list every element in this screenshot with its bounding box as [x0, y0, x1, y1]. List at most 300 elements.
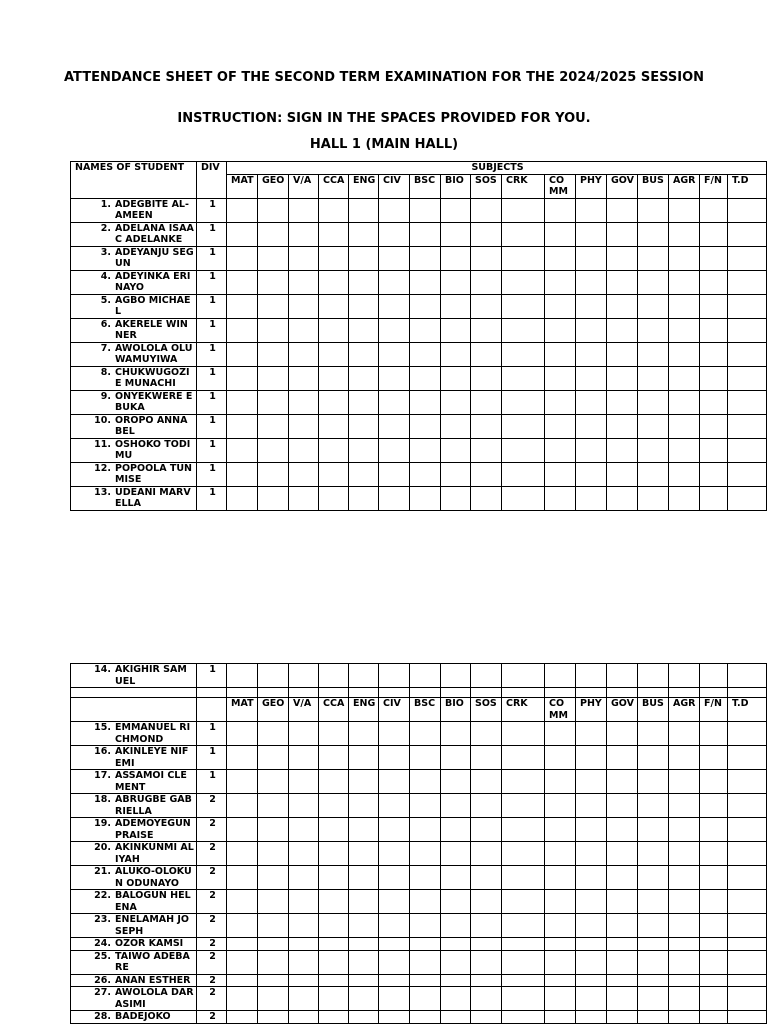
- signature-cell[interactable]: [441, 246, 471, 270]
- signature-cell[interactable]: [319, 222, 349, 246]
- signature-cell[interactable]: [289, 246, 319, 270]
- signature-cell[interactable]: [258, 342, 289, 366]
- signature-cell[interactable]: [576, 794, 607, 818]
- signature-cell[interactable]: [545, 462, 576, 486]
- signature-cell[interactable]: [349, 438, 379, 462]
- signature-cell[interactable]: [545, 270, 576, 294]
- signature-cell[interactable]: [258, 486, 289, 510]
- signature-cell[interactable]: [441, 1011, 471, 1024]
- signature-cell[interactable]: [227, 222, 258, 246]
- signature-cell[interactable]: [289, 890, 319, 914]
- signature-cell[interactable]: [545, 318, 576, 342]
- signature-cell[interactable]: [227, 1011, 258, 1024]
- signature-cell[interactable]: [700, 390, 728, 414]
- signature-cell[interactable]: [319, 664, 349, 688]
- signature-cell[interactable]: [502, 294, 545, 318]
- signature-cell[interactable]: [669, 914, 700, 938]
- signature-cell[interactable]: [545, 414, 576, 438]
- signature-cell[interactable]: [410, 770, 441, 794]
- signature-cell[interactable]: [349, 770, 379, 794]
- signature-cell[interactable]: [349, 987, 379, 1011]
- signature-cell[interactable]: [669, 486, 700, 510]
- signature-cell[interactable]: [576, 770, 607, 794]
- signature-cell[interactable]: [258, 770, 289, 794]
- signature-cell[interactable]: [471, 462, 502, 486]
- signature-cell[interactable]: [545, 438, 576, 462]
- signature-cell[interactable]: [227, 414, 258, 438]
- signature-cell[interactable]: [227, 794, 258, 818]
- signature-cell[interactable]: [576, 746, 607, 770]
- signature-cell[interactable]: [227, 842, 258, 866]
- signature-cell[interactable]: [638, 794, 669, 818]
- signature-cell[interactable]: [700, 866, 728, 890]
- signature-cell[interactable]: [545, 890, 576, 914]
- signature-cell[interactable]: [638, 866, 669, 890]
- signature-cell[interactable]: [319, 438, 349, 462]
- signature-cell[interactable]: [289, 866, 319, 890]
- signature-cell[interactable]: [576, 486, 607, 510]
- signature-cell[interactable]: [638, 270, 669, 294]
- signature-cell[interactable]: [379, 664, 410, 688]
- signature-cell[interactable]: [289, 746, 319, 770]
- signature-cell[interactable]: [502, 1011, 545, 1024]
- signature-cell[interactable]: [576, 890, 607, 914]
- signature-cell[interactable]: [700, 890, 728, 914]
- signature-cell[interactable]: [607, 770, 638, 794]
- signature-cell[interactable]: [379, 366, 410, 390]
- signature-cell[interactable]: [379, 342, 410, 366]
- signature-cell[interactable]: [700, 950, 728, 974]
- signature-cell[interactable]: [576, 366, 607, 390]
- signature-cell[interactable]: [319, 818, 349, 842]
- signature-cell[interactable]: [545, 746, 576, 770]
- signature-cell[interactable]: [607, 294, 638, 318]
- signature-cell[interactable]: [227, 938, 258, 951]
- signature-cell[interactable]: [349, 414, 379, 438]
- signature-cell[interactable]: [227, 486, 258, 510]
- signature-cell[interactable]: [545, 390, 576, 414]
- signature-cell[interactable]: [441, 890, 471, 914]
- signature-cell[interactable]: [319, 974, 349, 987]
- signature-cell[interactable]: [700, 746, 728, 770]
- signature-cell[interactable]: [576, 294, 607, 318]
- signature-cell[interactable]: [289, 366, 319, 390]
- signature-cell[interactable]: [289, 914, 319, 938]
- signature-cell[interactable]: [502, 818, 545, 842]
- signature-cell[interactable]: [471, 950, 502, 974]
- signature-cell[interactable]: [349, 914, 379, 938]
- signature-cell[interactable]: [441, 987, 471, 1011]
- signature-cell[interactable]: [576, 414, 607, 438]
- signature-cell[interactable]: [728, 366, 767, 390]
- signature-cell[interactable]: [349, 486, 379, 510]
- signature-cell[interactable]: [289, 818, 319, 842]
- signature-cell[interactable]: [576, 866, 607, 890]
- signature-cell[interactable]: [502, 950, 545, 974]
- signature-cell[interactable]: [728, 198, 767, 222]
- signature-cell[interactable]: [669, 770, 700, 794]
- signature-cell[interactable]: [319, 1011, 349, 1024]
- signature-cell[interactable]: [410, 270, 441, 294]
- signature-cell[interactable]: [289, 974, 319, 987]
- signature-cell[interactable]: [379, 866, 410, 890]
- signature-cell[interactable]: [545, 866, 576, 890]
- signature-cell[interactable]: [379, 746, 410, 770]
- signature-cell[interactable]: [576, 842, 607, 866]
- signature-cell[interactable]: [638, 770, 669, 794]
- signature-cell[interactable]: [410, 974, 441, 987]
- signature-cell[interactable]: [349, 1011, 379, 1024]
- signature-cell[interactable]: [227, 890, 258, 914]
- signature-cell[interactable]: [728, 318, 767, 342]
- signature-cell[interactable]: [576, 818, 607, 842]
- signature-cell[interactable]: [545, 914, 576, 938]
- signature-cell[interactable]: [545, 222, 576, 246]
- signature-cell[interactable]: [289, 414, 319, 438]
- signature-cell[interactable]: [545, 664, 576, 688]
- signature-cell[interactable]: [349, 390, 379, 414]
- signature-cell[interactable]: [576, 1011, 607, 1024]
- signature-cell[interactable]: [669, 390, 700, 414]
- signature-cell[interactable]: [638, 294, 669, 318]
- signature-cell[interactable]: [410, 950, 441, 974]
- signature-cell[interactable]: [576, 950, 607, 974]
- signature-cell[interactable]: [441, 294, 471, 318]
- signature-cell[interactable]: [319, 246, 349, 270]
- signature-cell[interactable]: [728, 438, 767, 462]
- signature-cell[interactable]: [669, 1011, 700, 1024]
- signature-cell[interactable]: [607, 974, 638, 987]
- signature-cell[interactable]: [545, 722, 576, 746]
- signature-cell[interactable]: [669, 438, 700, 462]
- signature-cell[interactable]: [379, 222, 410, 246]
- signature-cell[interactable]: [638, 818, 669, 842]
- signature-cell[interactable]: [669, 722, 700, 746]
- signature-cell[interactable]: [349, 222, 379, 246]
- signature-cell[interactable]: [441, 746, 471, 770]
- signature-cell[interactable]: [502, 938, 545, 951]
- signature-cell[interactable]: [227, 770, 258, 794]
- signature-cell[interactable]: [669, 664, 700, 688]
- signature-cell[interactable]: [258, 866, 289, 890]
- signature-cell[interactable]: [258, 390, 289, 414]
- signature-cell[interactable]: [227, 366, 258, 390]
- signature-cell[interactable]: [607, 722, 638, 746]
- signature-cell[interactable]: [349, 462, 379, 486]
- signature-cell[interactable]: [258, 366, 289, 390]
- signature-cell[interactable]: [502, 794, 545, 818]
- signature-cell[interactable]: [410, 987, 441, 1011]
- signature-cell[interactable]: [349, 366, 379, 390]
- signature-cell[interactable]: [441, 318, 471, 342]
- signature-cell[interactable]: [576, 390, 607, 414]
- signature-cell[interactable]: [227, 462, 258, 486]
- signature-cell[interactable]: [258, 438, 289, 462]
- signature-cell[interactable]: [410, 866, 441, 890]
- signature-cell[interactable]: [471, 270, 502, 294]
- signature-cell[interactable]: [471, 390, 502, 414]
- signature-cell[interactable]: [289, 198, 319, 222]
- signature-cell[interactable]: [410, 438, 441, 462]
- signature-cell[interactable]: [441, 270, 471, 294]
- signature-cell[interactable]: [638, 890, 669, 914]
- signature-cell[interactable]: [319, 486, 349, 510]
- signature-cell[interactable]: [379, 722, 410, 746]
- signature-cell[interactable]: [379, 818, 410, 842]
- signature-cell[interactable]: [700, 987, 728, 1011]
- signature-cell[interactable]: [502, 866, 545, 890]
- signature-cell[interactable]: [471, 342, 502, 366]
- signature-cell[interactable]: [638, 222, 669, 246]
- signature-cell[interactable]: [576, 246, 607, 270]
- signature-cell[interactable]: [728, 974, 767, 987]
- signature-cell[interactable]: [319, 794, 349, 818]
- signature-cell[interactable]: [379, 486, 410, 510]
- signature-cell[interactable]: [545, 938, 576, 951]
- signature-cell[interactable]: [502, 914, 545, 938]
- signature-cell[interactable]: [258, 818, 289, 842]
- signature-cell[interactable]: [607, 462, 638, 486]
- signature-cell[interactable]: [258, 746, 289, 770]
- signature-cell[interactable]: [471, 746, 502, 770]
- signature-cell[interactable]: [728, 818, 767, 842]
- signature-cell[interactable]: [607, 342, 638, 366]
- signature-cell[interactable]: [502, 664, 545, 688]
- signature-cell[interactable]: [410, 1011, 441, 1024]
- signature-cell[interactable]: [728, 746, 767, 770]
- signature-cell[interactable]: [379, 1011, 410, 1024]
- signature-cell[interactable]: [502, 462, 545, 486]
- signature-cell[interactable]: [607, 746, 638, 770]
- signature-cell[interactable]: [379, 246, 410, 270]
- signature-cell[interactable]: [379, 390, 410, 414]
- signature-cell[interactable]: [441, 222, 471, 246]
- signature-cell[interactable]: [576, 438, 607, 462]
- signature-cell[interactable]: [227, 246, 258, 270]
- signature-cell[interactable]: [669, 366, 700, 390]
- signature-cell[interactable]: [545, 294, 576, 318]
- signature-cell[interactable]: [576, 722, 607, 746]
- signature-cell[interactable]: [349, 342, 379, 366]
- signature-cell[interactable]: [576, 462, 607, 486]
- signature-cell[interactable]: [669, 842, 700, 866]
- signature-cell[interactable]: [227, 664, 258, 688]
- signature-cell[interactable]: [728, 866, 767, 890]
- signature-cell[interactable]: [728, 722, 767, 746]
- signature-cell[interactable]: [441, 342, 471, 366]
- signature-cell[interactable]: [502, 438, 545, 462]
- signature-cell[interactable]: [410, 938, 441, 951]
- signature-cell[interactable]: [258, 294, 289, 318]
- signature-cell[interactable]: [441, 842, 471, 866]
- signature-cell[interactable]: [289, 222, 319, 246]
- signature-cell[interactable]: [728, 294, 767, 318]
- signature-cell[interactable]: [728, 1011, 767, 1024]
- signature-cell[interactable]: [545, 246, 576, 270]
- signature-cell[interactable]: [319, 842, 349, 866]
- signature-cell[interactable]: [471, 794, 502, 818]
- signature-cell[interactable]: [289, 938, 319, 951]
- signature-cell[interactable]: [669, 818, 700, 842]
- signature-cell[interactable]: [410, 890, 441, 914]
- signature-cell[interactable]: [669, 950, 700, 974]
- signature-cell[interactable]: [700, 246, 728, 270]
- signature-cell[interactable]: [227, 270, 258, 294]
- signature-cell[interactable]: [638, 462, 669, 486]
- signature-cell[interactable]: [319, 866, 349, 890]
- signature-cell[interactable]: [410, 294, 441, 318]
- signature-cell[interactable]: [700, 794, 728, 818]
- signature-cell[interactable]: [607, 270, 638, 294]
- signature-cell[interactable]: [607, 938, 638, 951]
- signature-cell[interactable]: [700, 366, 728, 390]
- signature-cell[interactable]: [227, 818, 258, 842]
- signature-cell[interactable]: [638, 938, 669, 951]
- signature-cell[interactable]: [379, 950, 410, 974]
- signature-cell[interactable]: [471, 438, 502, 462]
- signature-cell[interactable]: [728, 938, 767, 951]
- signature-cell[interactable]: [669, 318, 700, 342]
- signature-cell[interactable]: [638, 842, 669, 866]
- signature-cell[interactable]: [319, 198, 349, 222]
- signature-cell[interactable]: [319, 746, 349, 770]
- signature-cell[interactable]: [379, 842, 410, 866]
- signature-cell[interactable]: [576, 198, 607, 222]
- signature-cell[interactable]: [349, 890, 379, 914]
- signature-cell[interactable]: [607, 390, 638, 414]
- signature-cell[interactable]: [607, 664, 638, 688]
- signature-cell[interactable]: [227, 438, 258, 462]
- signature-cell[interactable]: [607, 987, 638, 1011]
- signature-cell[interactable]: [638, 486, 669, 510]
- signature-cell[interactable]: [669, 462, 700, 486]
- signature-cell[interactable]: [700, 414, 728, 438]
- signature-cell[interactable]: [319, 914, 349, 938]
- signature-cell[interactable]: [349, 722, 379, 746]
- signature-cell[interactable]: [502, 842, 545, 866]
- signature-cell[interactable]: [410, 462, 441, 486]
- signature-cell[interactable]: [576, 664, 607, 688]
- signature-cell[interactable]: [607, 818, 638, 842]
- signature-cell[interactable]: [638, 746, 669, 770]
- signature-cell[interactable]: [638, 438, 669, 462]
- signature-cell[interactable]: [319, 987, 349, 1011]
- signature-cell[interactable]: [669, 890, 700, 914]
- signature-cell[interactable]: [379, 318, 410, 342]
- signature-cell[interactable]: [289, 342, 319, 366]
- signature-cell[interactable]: [728, 222, 767, 246]
- signature-cell[interactable]: [545, 366, 576, 390]
- signature-cell[interactable]: [471, 1011, 502, 1024]
- signature-cell[interactable]: [638, 974, 669, 987]
- signature-cell[interactable]: [410, 914, 441, 938]
- signature-cell[interactable]: [349, 270, 379, 294]
- signature-cell[interactable]: [669, 342, 700, 366]
- signature-cell[interactable]: [669, 414, 700, 438]
- signature-cell[interactable]: [669, 746, 700, 770]
- signature-cell[interactable]: [319, 294, 349, 318]
- signature-cell[interactable]: [441, 938, 471, 951]
- signature-cell[interactable]: [728, 664, 767, 688]
- signature-cell[interactable]: [545, 818, 576, 842]
- signature-cell[interactable]: [258, 842, 289, 866]
- signature-cell[interactable]: [289, 842, 319, 866]
- signature-cell[interactable]: [728, 842, 767, 866]
- signature-cell[interactable]: [638, 198, 669, 222]
- signature-cell[interactable]: [319, 938, 349, 951]
- signature-cell[interactable]: [258, 246, 289, 270]
- signature-cell[interactable]: [289, 950, 319, 974]
- signature-cell[interactable]: [728, 987, 767, 1011]
- signature-cell[interactable]: [441, 722, 471, 746]
- signature-cell[interactable]: [502, 246, 545, 270]
- signature-cell[interactable]: [410, 198, 441, 222]
- signature-cell[interactable]: [700, 842, 728, 866]
- signature-cell[interactable]: [607, 414, 638, 438]
- signature-cell[interactable]: [502, 987, 545, 1011]
- signature-cell[interactable]: [227, 294, 258, 318]
- signature-cell[interactable]: [607, 366, 638, 390]
- signature-cell[interactable]: [728, 794, 767, 818]
- signature-cell[interactable]: [502, 746, 545, 770]
- signature-cell[interactable]: [289, 722, 319, 746]
- signature-cell[interactable]: [410, 664, 441, 688]
- signature-cell[interactable]: [258, 462, 289, 486]
- signature-cell[interactable]: [410, 486, 441, 510]
- signature-cell[interactable]: [700, 664, 728, 688]
- signature-cell[interactable]: [441, 390, 471, 414]
- signature-cell[interactable]: [471, 722, 502, 746]
- signature-cell[interactable]: [728, 414, 767, 438]
- signature-cell[interactable]: [700, 1011, 728, 1024]
- signature-cell[interactable]: [471, 842, 502, 866]
- signature-cell[interactable]: [349, 818, 379, 842]
- signature-cell[interactable]: [638, 246, 669, 270]
- signature-cell[interactable]: [669, 974, 700, 987]
- signature-cell[interactable]: [502, 414, 545, 438]
- signature-cell[interactable]: [441, 914, 471, 938]
- signature-cell[interactable]: [638, 1011, 669, 1024]
- signature-cell[interactable]: [471, 890, 502, 914]
- signature-cell[interactable]: [379, 198, 410, 222]
- signature-cell[interactable]: [545, 842, 576, 866]
- signature-cell[interactable]: [576, 974, 607, 987]
- signature-cell[interactable]: [502, 198, 545, 222]
- signature-cell[interactable]: [258, 987, 289, 1011]
- signature-cell[interactable]: [502, 770, 545, 794]
- signature-cell[interactable]: [700, 198, 728, 222]
- signature-cell[interactable]: [379, 270, 410, 294]
- signature-cell[interactable]: [607, 866, 638, 890]
- signature-cell[interactable]: [728, 890, 767, 914]
- signature-cell[interactable]: [471, 294, 502, 318]
- signature-cell[interactable]: [728, 950, 767, 974]
- signature-cell[interactable]: [502, 390, 545, 414]
- signature-cell[interactable]: [410, 318, 441, 342]
- signature-cell[interactable]: [227, 974, 258, 987]
- signature-cell[interactable]: [379, 987, 410, 1011]
- signature-cell[interactable]: [289, 987, 319, 1011]
- signature-cell[interactable]: [441, 794, 471, 818]
- signature-cell[interactable]: [289, 438, 319, 462]
- signature-cell[interactable]: [410, 246, 441, 270]
- signature-cell[interactable]: [349, 664, 379, 688]
- signature-cell[interactable]: [441, 198, 471, 222]
- signature-cell[interactable]: [441, 462, 471, 486]
- signature-cell[interactable]: [638, 414, 669, 438]
- signature-cell[interactable]: [349, 198, 379, 222]
- signature-cell[interactable]: [441, 414, 471, 438]
